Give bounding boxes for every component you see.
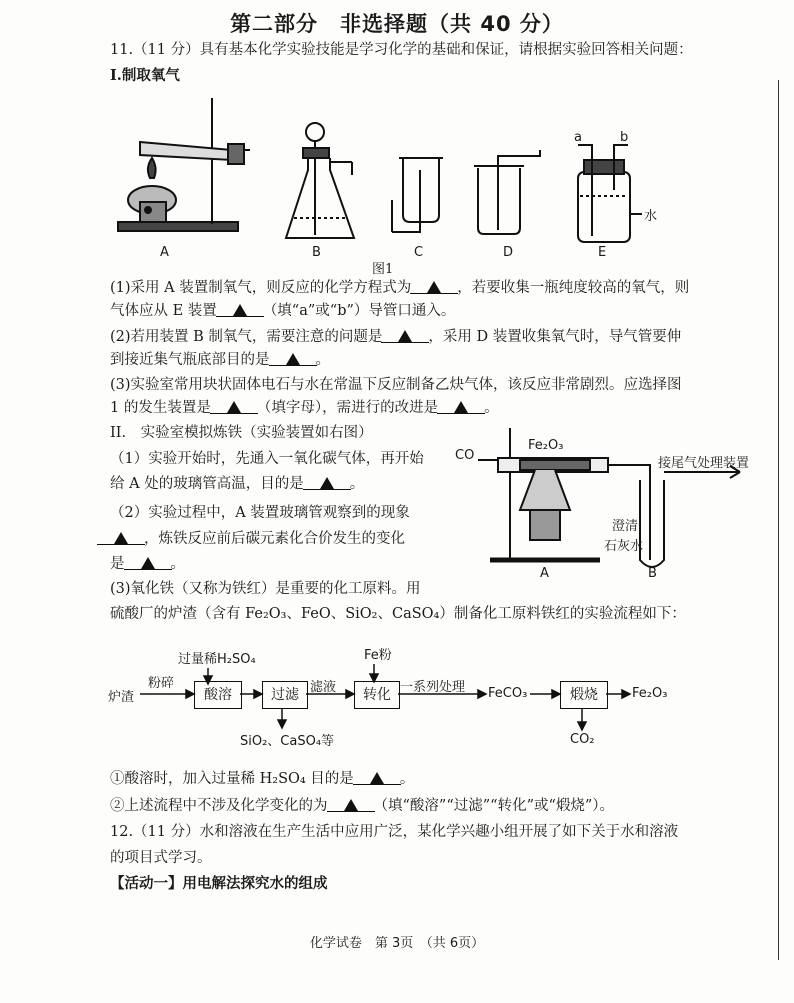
q2-text-c: 到接近集气瓶底部目的是 — [110, 352, 270, 368]
figure1-caption: 图1 — [372, 262, 394, 277]
p2q1-line1: （1）实验开始时，先通入一氧化碳气体，再开始 — [110, 451, 424, 467]
p2q3-sub1-text: ①酸溶时，加入过量稀 H₂SO₄ 目的是 — [110, 771, 354, 787]
port-a-label: a — [574, 130, 582, 145]
q1-text-c: 气体应从 E 装置 — [110, 303, 217, 319]
q2-text-a: (2)若用装置 B 制氧气，需要注意的问题是 — [110, 329, 383, 345]
flow-product1: FeCO₃ — [488, 686, 528, 701]
q3-text-b: 1 的发生装置是 — [110, 400, 211, 416]
q1-text-b: ，若要收集一瓶纯度较高的氧气，则 — [457, 280, 690, 296]
flow-start: 炉渣 — [108, 690, 135, 705]
limewater-label1: 澄清 — [612, 519, 639, 534]
p2q2-text-c: 是 — [110, 556, 125, 572]
flow-box-filter: 过滤 — [262, 681, 308, 709]
co-label: CO — [455, 448, 475, 463]
q1-text-d: （填“a”或“b”）导管口通入。 — [262, 303, 456, 319]
p2q2-text-b: ，炼铁反应前后碳元素化合价发生的变化 — [144, 531, 405, 547]
q12-intro-line1: 12.（11 分）水和溶液在生产生活中应用广泛，某化学兴趣小组开展了如下关于水和溶液 — [110, 824, 679, 840]
iron-apparatus-b-label: B — [648, 566, 657, 581]
apparatus-d-label: D — [503, 245, 514, 260]
flow-product2: Fe₂O₃ — [632, 686, 668, 701]
q2-text-b: ，采用 D 装置收集氧气时，导气管要伸 — [428, 329, 682, 345]
p2q1-text-b: 给 A 处的玻璃管高温，目的是 — [110, 476, 304, 492]
p2q3-sub2-text: ②上述流程中不涉及化学变化的为 — [110, 798, 328, 814]
p2q3-line2: 硫酸厂的炉渣（含有 Fe₂O₃、FeO、SiO₂、CaSO₄）制备化工原料铁红的实验流程如下： — [110, 606, 686, 622]
flow-reagent1: 过量稀H₂SO₄ — [178, 652, 256, 667]
p2q3-line1: (3)氧化铁（又称为铁红）是重要的化工原料。用 — [110, 581, 421, 597]
p2q3-sub2-end: （填“酸溶”“过滤”“转化”或“煅烧”）。 — [373, 798, 615, 814]
flow-mid1: 滤液 — [310, 680, 337, 695]
iron-apparatus-a-label: A — [540, 566, 549, 581]
flow-mid2: 一系列处理 — [400, 680, 466, 695]
q1-text-a: (1)采用 A 装置制氧气，则反应的化学方程式为 — [110, 280, 412, 296]
answer-blank — [370, 772, 384, 784]
flow-box-convert: 转化 — [354, 681, 400, 709]
flow-step0: 粉碎 — [148, 676, 175, 691]
q3-text-c: （填字母），需进行的改进是 — [256, 400, 439, 416]
p2q2-text-d: 。 — [170, 556, 185, 572]
q2-text-d: 。 — [315, 352, 330, 368]
page-border-line — [778, 80, 779, 960]
water-label: 水 — [644, 209, 658, 224]
limewater-label2: 石灰水 — [604, 539, 644, 554]
flow-box-acid-dissolve: 酸溶 — [194, 681, 242, 709]
flow-reagent2: Fe粉 — [364, 648, 392, 663]
q11-intro: 11.（11 分）具有基本化学实验技能是学习化学的基础和保证，请根据实验回答相关问题： — [110, 42, 693, 58]
page-footer: 化学试卷 第 3页 （共 6页） — [309, 936, 485, 951]
p2q3-sub1 — [110, 769, 414, 789]
apparatus-b-label: B — [312, 245, 321, 260]
flow-box-calcine: 煅烧 — [560, 681, 608, 709]
apparatus-a-label: A — [160, 245, 169, 260]
q12-intro-line2: 的项目式学习。 — [110, 850, 212, 866]
apparatus-c-label: C — [414, 245, 424, 260]
q3-line1: (3)实验室常用块状固体电石与水在常温下反应制备乙炔气体，该反应非常剧烈。应选择图 — [110, 377, 682, 393]
p2q2-line1: （2）实验过程中，A 装置玻璃管观察到的现象 — [110, 505, 410, 521]
answer-blank — [344, 799, 358, 811]
apparatus-e-label: E — [598, 245, 607, 260]
flow-residue: SiO₂、CaSO₄等 — [240, 734, 335, 749]
p2q1-text-c: 。 — [349, 476, 365, 492]
tail-gas-label: 接尾气处理装置 — [658, 456, 750, 471]
p2q3-sub2 — [110, 796, 614, 816]
section-title: 第二部分 非选择题（共 40 分） — [230, 12, 564, 36]
p2q3-sub1-end: 。 — [399, 771, 415, 787]
fe2o3-label: Fe₂O₃ — [528, 438, 564, 453]
port-b-label: b — [620, 130, 629, 145]
part2-heading: II. 实验室模拟炼铁（实验装置如右图） — [110, 425, 373, 441]
part1-heading: I.制取氧气 — [110, 67, 180, 84]
q12-activity1: 【活动一】用电解法探究水的组成 — [110, 875, 328, 892]
q3-text-d: 。 — [484, 400, 499, 416]
flow-gas: CO₂ — [570, 732, 595, 747]
